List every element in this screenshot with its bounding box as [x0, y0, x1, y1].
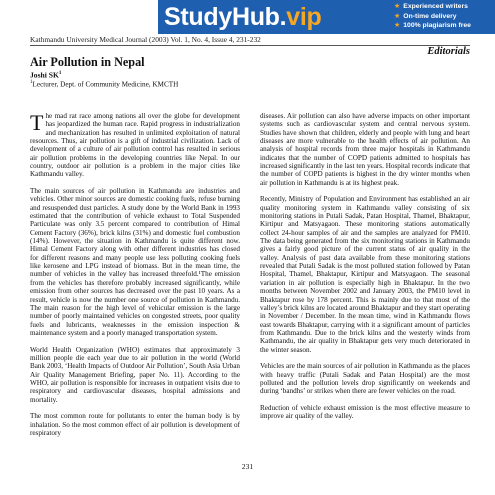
- affiliation-text: Lecturer, Dept. of Community Medicine, KMCTH: [32, 80, 179, 89]
- feature-label: Experienced writers: [403, 3, 468, 10]
- author-name: Joshi SK: [30, 70, 59, 80]
- affiliation-line: [30, 78, 178, 89]
- feature-list: [394, 2, 494, 31]
- paragraph: diseases. Air pollution can also have adverse impacts on other important systems such as cardiovascular system and central nervous system. Studies have shown that children, elderly and people with lung and heart diseases are more vulnerable to the health effects of air pollution. An analysis of hospital records from three major hospitals in Kathmandu indicates that the number of COPD patients admitted to hospitals has increased significantly in the last ten years. Hospital records indicate that the number of COPD patients is highest in the dry winter months when air pollution in Kathmandu is at its highest peak.: [260, 112, 470, 187]
- left-column: [30, 112, 240, 462]
- right-column: [260, 112, 470, 462]
- paragraph: [30, 112, 240, 179]
- drop-cap: T: [30, 112, 44, 135]
- brand-logo[interactable]: [164, 3, 322, 31]
- feature-item: [394, 12, 494, 22]
- star-icon: ★: [394, 12, 401, 20]
- brand-main: StudyHub.: [164, 3, 287, 31]
- star-icon: ★: [394, 22, 401, 29]
- feature-item: [394, 2, 494, 12]
- paragraph: Recently, Ministry of Population and Environment has established an air quality monitoring system in Kathmandu valley consisting of six monitoring stations in Putali Sadak, Patan Hospital, Thamel, Bhaktapur, Kirtipur and Matsyagaon. These monitoring stations automatically collect 24-hour samples of air and the samples are analyzed for PM10. The data being generated from the six monitoring stations in Kathmandu gives a fairly good picture of the current status of air quality in the valley. Analysis of past data available from these monitoring stations revealed that Putali Sadak is the most polluted station followed by Patan Hospital, Thamel, Bhaktapur, Kirtipur and Matsyagaon. The seasonal variation in air pollution is especially high in Bhaktapur. In the two months between November 2002 and January 2003, the PM10 level in Bhaktapur rose by 178 percent. This is mainly due to that most of the valley’s brick kilns are located around Bhaktapur and they start operating in November / December. In the mean time, wind in Kathmandu flows east towards Bhaktapur, carrying with it a significant amount of particles from Kathmandu. Due to the brick kilns and the westerly winds from Kathmandu, the air quality in Bhaktapur gets very much deteriorated in the winter season.: [260, 195, 470, 354]
- article-title: Air Pollution in Nepal: [30, 55, 145, 69]
- star-icon: ★: [394, 3, 401, 10]
- header-divider: [30, 45, 470, 46]
- paragraph: Reduction of vehicle exhaust emission is the most effective measure to improve air quality of the valley.: [260, 403, 470, 421]
- paragraph: Vehicles are the main sources of air pollution in Kathmandu as the places with heavy traffic (Putali Sadak and Patan Hospital) are the most polluted and the pollution levels drop significantly on weekends and during ‘bandhs’ or strikes when there are fewer vehicles on the road.: [260, 362, 470, 396]
- feature-label: 100% plagiarism free: [403, 22, 471, 29]
- section-label: Editorials: [427, 46, 470, 57]
- page-number: 231: [241, 462, 254, 471]
- author-sup: 1: [58, 71, 62, 76]
- feature-label: On-time delivery: [403, 12, 457, 20]
- feature-item: [394, 21, 494, 31]
- journal-header: Kathmandu University Medical Journal (2003) Vol. 1, No. 4, Issue 4, 231-232: [30, 35, 261, 44]
- paragraph: The main sources of air pollution in Kathmandu are industries and vehicles. Other minor sources are domestic cooking fuels, refuse burning and resuspended dust particles. A study done by the World Bank in 1993 estimated that the contribution of vehicle exhaust to Total Suspended Particulate was only 3.5 percent compared to contribution of Himal Cement Factory (36%), brick kilns (31%) and domestic fuel combustion (14%). However, the situation in Kathmandu is quite different now. Himal Cement Factory along with other different industries has closed for different reasons and many people use less polluting cooking fuels like kerosene and LPG instead of biomass. But in the mean time, the number of vehicles in the valley has increased threefold.¹The emission from the vehicles has therefore probably increased significantly, while emission from other sources has decreased over the past 10 years. As a result, vehicle is now the number one source of pollution in Kathmandu. The main reason for the high level of vehicular emission is the large number of poorly maintained vehicles on congested streets, poor quality fuels and lubricants, weaknesses in the emission inspection & maintenance system and a poorly managed transportation system.: [30, 187, 240, 337]
- promo-banner[interactable]: [158, 0, 495, 34]
- paragraph: World Health Organization (WHO) estimates that approximately 3 million people die each year due to air pollution in the world (World Bank 2003, ‘Health Impacts of Outdoor Air Pollution’, South Asia Urban Air Quality Management Briefing, paper No. 11). According to the WHO, air pollution is responsible for increases in outpatient visits due to respiratory and cardiovascular diseases, hospital admissions and mortality.: [30, 345, 240, 404]
- paragraph: The most common route for pollutants to enter the human body is by inhalation. So the most common effect of air pollution is development of respiratory: [30, 412, 240, 437]
- paragraph-text: he mad rat race among nations all over the globe for development has jeopardized the human race. Rapid progress in industrialization and mechanization has resulted in unlimited exploitation of natural resources. Thus, air pollution is a gift of industrial civilization. Lack of development of a culture of air pollution control has resulted in serious air pollution problems in the developing countries like Nepal. In our country, outdoor air pollution is a problem in the major cities like Kathmandu valley.: [30, 112, 240, 179]
- brand-suffix: vip: [286, 3, 322, 31]
- affiliation-sup: 1: [30, 80, 33, 85]
